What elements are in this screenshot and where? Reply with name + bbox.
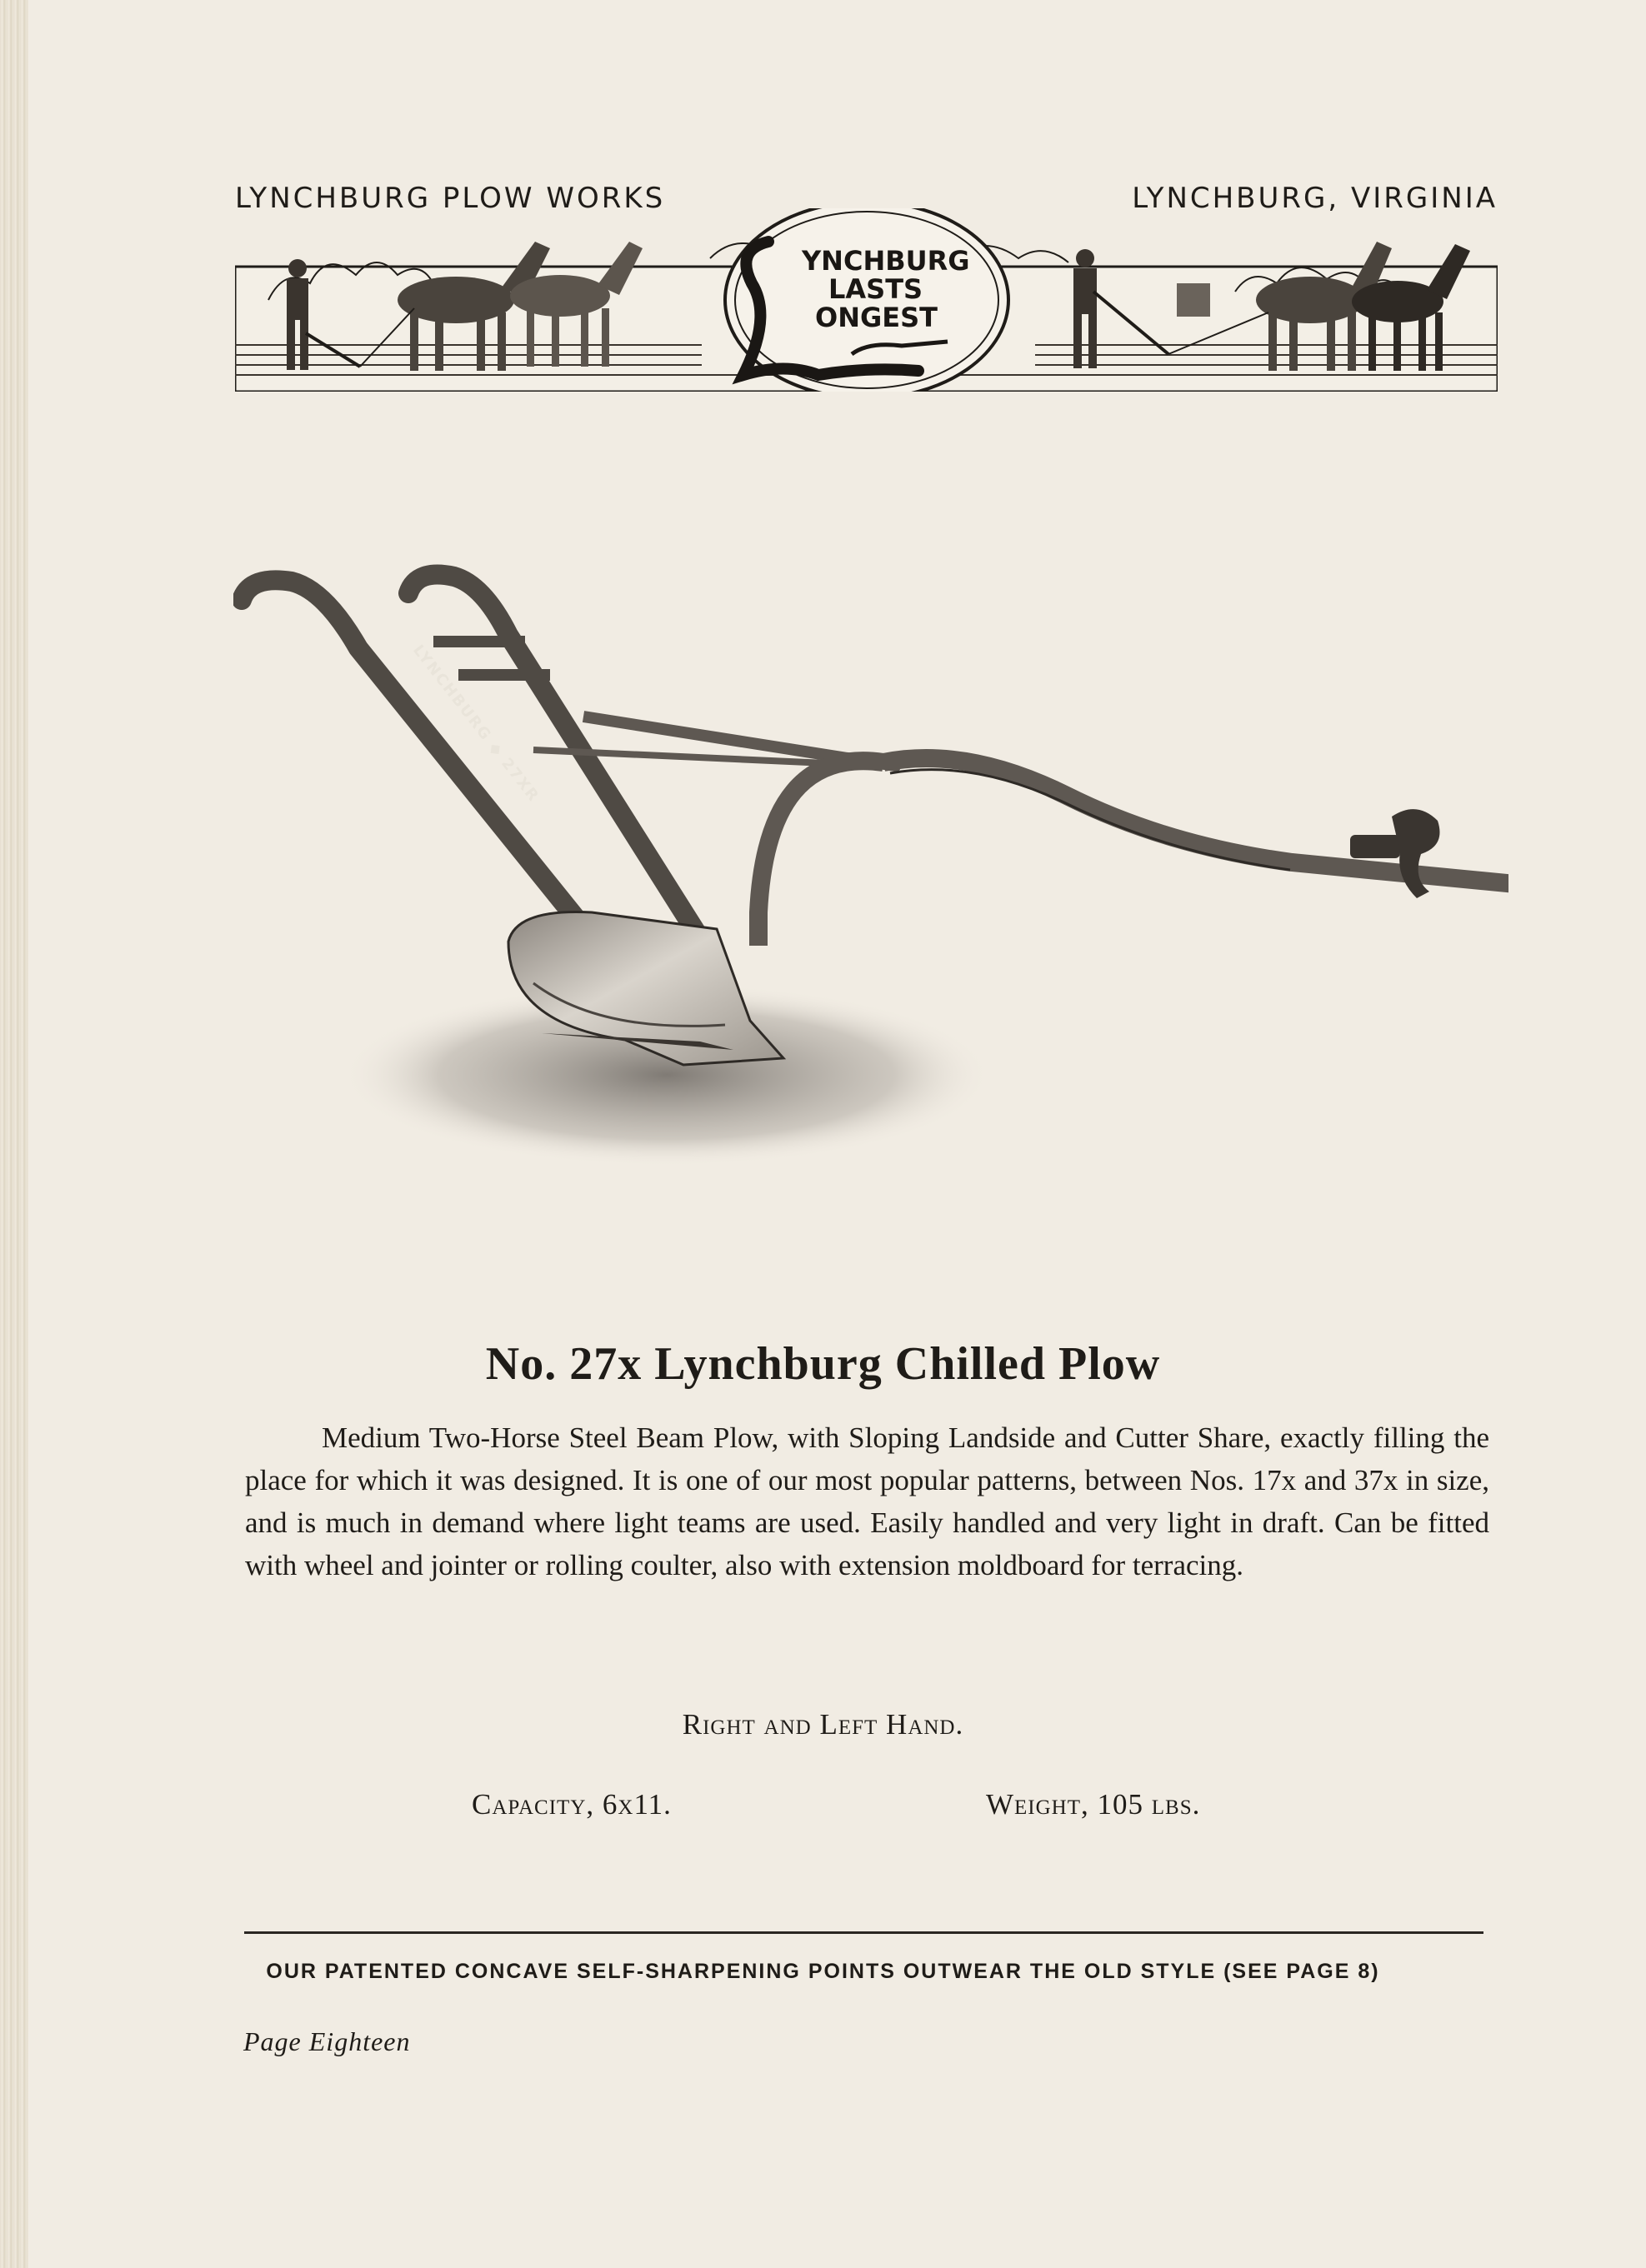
header-banner: [235, 175, 1498, 392]
logo-line-3: ONGEST: [815, 302, 938, 333]
page-edge: [0, 0, 28, 2268]
logo-line-1: YNCHBURG: [802, 245, 970, 277]
page-number: Page Eighteen: [243, 2026, 411, 2056]
divider-rule: [244, 1931, 1483, 1934]
banner-illustration: [235, 208, 1498, 392]
company-name: LYNCHBURG PLOW WORKS: [235, 182, 666, 215]
capacity-spec: Capacity, 6x11.: [472, 1788, 672, 1821]
plow-illustration: [233, 550, 1508, 1183]
product-description: Medium Two-Horse Steel Beam Plow, with Sloping Landside and Cutter Share, exactly filling the place for which it was designed. It is one of our most popular patterns, between Nos. 17x and 37x in size, and is much in demand where light teams are used. Easily handled and very light in draft. Can be fitted with wheel and jointer or rolling coulter, also with extension moldboard for terracing.: [245, 1421, 1489, 1581]
product-title: No. 27x Lynchburg Chilled Plow: [485, 1338, 1161, 1390]
weight-spec: Weight, 105 lbs.: [986, 1788, 1201, 1821]
handle-marking: LYNCHBURG ◆ 27XR: [409, 642, 543, 806]
footnote: OUR PATENTED CONCAVE SELF-SHARPENING POINTS OUTWEAR THE OLD STYLE (SEE PAGE 8): [266, 1960, 1380, 1983]
logo-line-2: LASTS: [828, 273, 923, 305]
hand-spec: Right and Left Hand.: [682, 1708, 964, 1741]
company-location: LYNCHBURG, VIRGINIA: [1132, 182, 1498, 215]
